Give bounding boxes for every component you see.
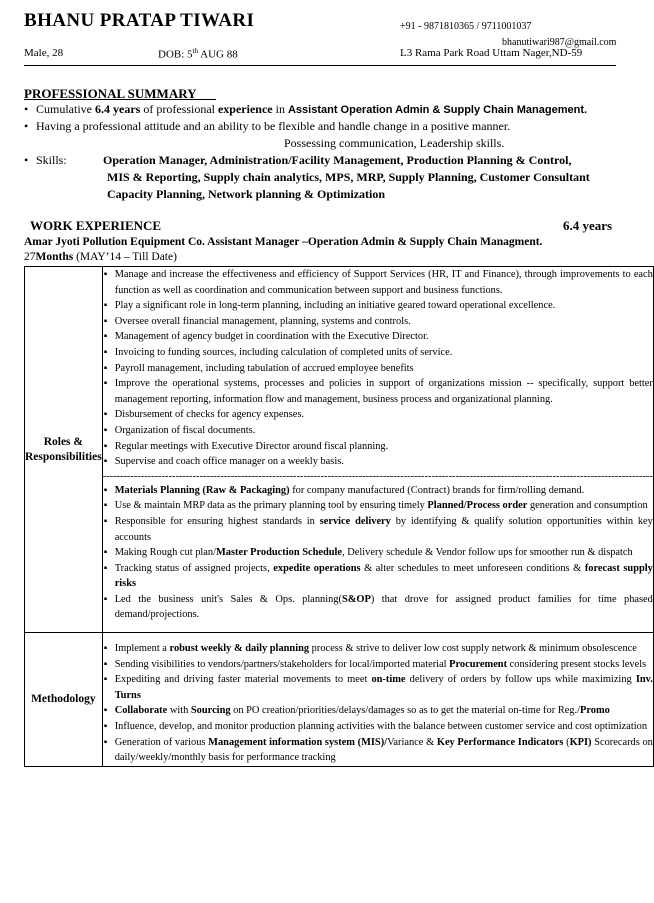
- summary-experience-word: experience: [217, 102, 273, 116]
- text: process & strive to deliver low cost supply network & minimum obsolescence: [309, 643, 637, 655]
- roles-list: [103, 267, 653, 470]
- company-role: Amar Jyoti Pollution Equipment Co. Assistant Manager –Operation Admin & Supply Chain Managment.: [24, 236, 543, 248]
- list-item: [103, 641, 653, 657]
- text: ) that drove for assigned product families for time phased demand/projections.: [114, 593, 653, 621]
- experience-total: 6.4 years: [563, 218, 613, 233]
- text: generation and consumption: [527, 500, 648, 512]
- summary-title-text: PROFESSIONAL SUMMARY: [24, 86, 197, 101]
- responsibilities-label: Responsibilities: [25, 450, 102, 463]
- list-item: [103, 657, 653, 673]
- bold-text: service delivery: [319, 515, 391, 527]
- methodology-label-cell: [25, 633, 103, 767]
- list-item: ▪ Supervise and coach office manager on a weekly basis.: [103, 454, 653, 470]
- experience-title: WORK EXPERIENCE: [30, 218, 162, 233]
- list-item: [103, 672, 653, 703]
- bold-text: Procurement: [449, 658, 508, 670]
- text: for company manufactured (Contract) brands for firm/rolling demand.: [289, 484, 585, 496]
- bold-text: forecast supply risks: [114, 562, 653, 590]
- list-item: [103, 545, 653, 561]
- bold-text: Master Production Schedule: [216, 547, 343, 559]
- text: , Delivery schedule & Vendor follow ups for smoother run & dispatch: [342, 547, 633, 559]
- summary-text: Cumulative: [36, 102, 95, 116]
- roles-label: Roles &: [43, 435, 83, 448]
- email-address: bhanutiwari987@gmail.com: [502, 37, 617, 48]
- methodology-row: [25, 633, 654, 767]
- duration: [24, 251, 177, 263]
- bullet-icon: •: [24, 119, 29, 133]
- spacer: [103, 623, 653, 632]
- text: Scorecards on daily/weekly/monthly basis for performance tracking: [114, 736, 653, 764]
- list-item: [103, 719, 653, 735]
- list-item: [103, 514, 653, 545]
- text: by identifying & qualify solution opportunities within key accounts: [114, 515, 653, 543]
- text: Led the business unit's Sales & Ops. planning(: [114, 593, 342, 605]
- methodology-content: [102, 633, 653, 767]
- summary-bullet-experience: [24, 101, 624, 119]
- list-item: ▪ Management of agency budget in coordination with the Executive Director.: [103, 329, 653, 345]
- list-item: [103, 592, 653, 623]
- bold-text: expedite operations: [273, 562, 361, 574]
- bold-text: Key Performance Indicators: [436, 736, 564, 748]
- list-item: [103, 735, 653, 766]
- summary-text: in: [272, 102, 288, 116]
- text: Expediting and driving faster material movements to meet: [114, 674, 372, 686]
- text: Generation of various: [114, 736, 209, 748]
- list-item: [103, 703, 653, 719]
- methodology-list: [103, 641, 653, 766]
- dob-sup: th: [192, 47, 198, 55]
- header-divider: [24, 65, 616, 66]
- roles-row: [25, 267, 654, 633]
- summary-years: 6.4 years: [95, 102, 141, 116]
- summary-title: [24, 86, 216, 102]
- bold-text: KPI): [569, 736, 592, 748]
- summary-text: of professional: [140, 102, 218, 116]
- text: with: [167, 705, 191, 717]
- skills-line-1: Operation Manager, Administration/Facility Management, Production Planning & Control,: [103, 153, 572, 167]
- text: Influence, develop, and monitor production planning activities with the balance between customer service and cost optimization: [114, 721, 648, 733]
- bold-text: Inv. Turns: [114, 674, 653, 701]
- date-of-birth: [158, 47, 238, 61]
- summary-text: Having a professional attitude and an ability to be flexible and handle change in a positive manner.: [36, 119, 511, 133]
- list-item: ▪ Regular meetings with Executive Director around fiscal planning.: [103, 439, 653, 455]
- text: considering present stocks levels: [507, 658, 647, 670]
- bullet-icon: •: [24, 102, 29, 116]
- skills-line-3: Capacity Planning, Network planning & Optimization: [107, 187, 386, 201]
- text: Use & maintain MRP data as the primary planning tool by ensuring timely: [114, 500, 428, 512]
- list-item: ▪ Play a significant role in long-term planning, including an initiative geared toward operational excellence.: [103, 298, 653, 314]
- bold-text: Management information system (MIS)/: [208, 736, 388, 748]
- text: Responsible for ensuring highest standards in: [114, 515, 320, 527]
- address: L3 Rama Park Road Uttam Nager,ND-59: [400, 47, 583, 59]
- list-item: [103, 561, 653, 592]
- list-item: ▪ Manage and increase the effectiveness and efficiency of Support Services (HR, IT and Finance), through improvements to each function as well as coordination and communication between support and business functions.: [103, 267, 653, 298]
- list-item: ▪ Payroll management, including tabulation of accrued employee benefits: [103, 361, 653, 377]
- bold-text: robust weekly & daily planning: [169, 643, 310, 655]
- text: Variance &: [387, 736, 437, 748]
- text: on PO creation/priorities/delays/damages so as to get the material on-time for Reg./: [230, 705, 580, 717]
- bullet-icon: •: [24, 153, 29, 167]
- summary-line-communication: Possessing communication, Leadership skills.: [284, 136, 505, 150]
- list-item: ▪ Improve the operational systems, processes and policies in support of organizations mission -- specifically, support better management reporting, information flow and management, business process and organizational planning.: [103, 376, 653, 407]
- gender-age: Male, 28: [24, 47, 64, 59]
- list-item: ▪ Organization of fiscal documents.: [103, 423, 653, 439]
- methodology-label: Methodology: [31, 692, 96, 705]
- skills-line-2: MIS & Reporting, Supply chain analytics, MPS, MRP, Supply Planning, Customer Consultant: [107, 170, 590, 184]
- text: Making Rough cut plan/: [114, 547, 216, 559]
- skills-label: Skills:: [36, 153, 67, 167]
- list-item: [103, 483, 653, 499]
- duration-range: (MAY’14 – Till Date): [73, 251, 177, 263]
- summary-bullet-attitude: [24, 118, 624, 135]
- list-item: [103, 498, 653, 514]
- bold-text: Collaborate: [114, 705, 168, 717]
- candidate-name: BHANU PRATAP TIWARI: [24, 10, 255, 31]
- bold-text: Materials Planning (Raw & Packaging): [114, 484, 290, 496]
- text: Sending visibilities to vendors/partners/stakeholders for local/imported material: [114, 658, 450, 670]
- bold-text: Sourcing: [190, 705, 231, 717]
- text: Tracking status of assigned projects,: [114, 562, 274, 574]
- phone-numbers: +91 - 9871810365 / 9711001037: [400, 21, 532, 32]
- bold-text: S&OP: [341, 593, 371, 605]
- text: delivery of orders by follow ups while maximizing: [405, 674, 636, 686]
- dob-rest: AUG 88: [197, 48, 238, 61]
- duration-num: 27: [24, 251, 36, 263]
- bold-text: Promo: [579, 705, 610, 717]
- dashed-divider: ---------------------------------------------------------------------------------------------------------------------------------------------------------------: [102, 470, 653, 482]
- roles-content: [102, 267, 653, 633]
- duration-months: Months: [35, 251, 74, 263]
- summary-role: Assistant Operation Admin & Supply Chain Management.: [287, 104, 588, 116]
- dob-label: DOB: 5: [158, 48, 193, 61]
- planning-list: [103, 483, 653, 623]
- list-item: ▪ Invoicing to funding sources, including calculation of completed units of service.: [103, 345, 653, 361]
- roles-label-cell: [25, 267, 103, 633]
- text: (: [563, 736, 570, 748]
- bold-text: on-time: [371, 674, 406, 686]
- bold-text: Planned/Process order: [427, 500, 528, 512]
- text: Implement a: [114, 643, 170, 655]
- list-item: ▪ Disbursement of checks for agency expenses.: [103, 407, 653, 423]
- experience-table: [24, 266, 654, 767]
- list-item: ▪ Oversee overall financial management, planning, systems and controls.: [103, 314, 653, 330]
- text: & alter schedules to meet unforeseen conditions &: [360, 562, 585, 574]
